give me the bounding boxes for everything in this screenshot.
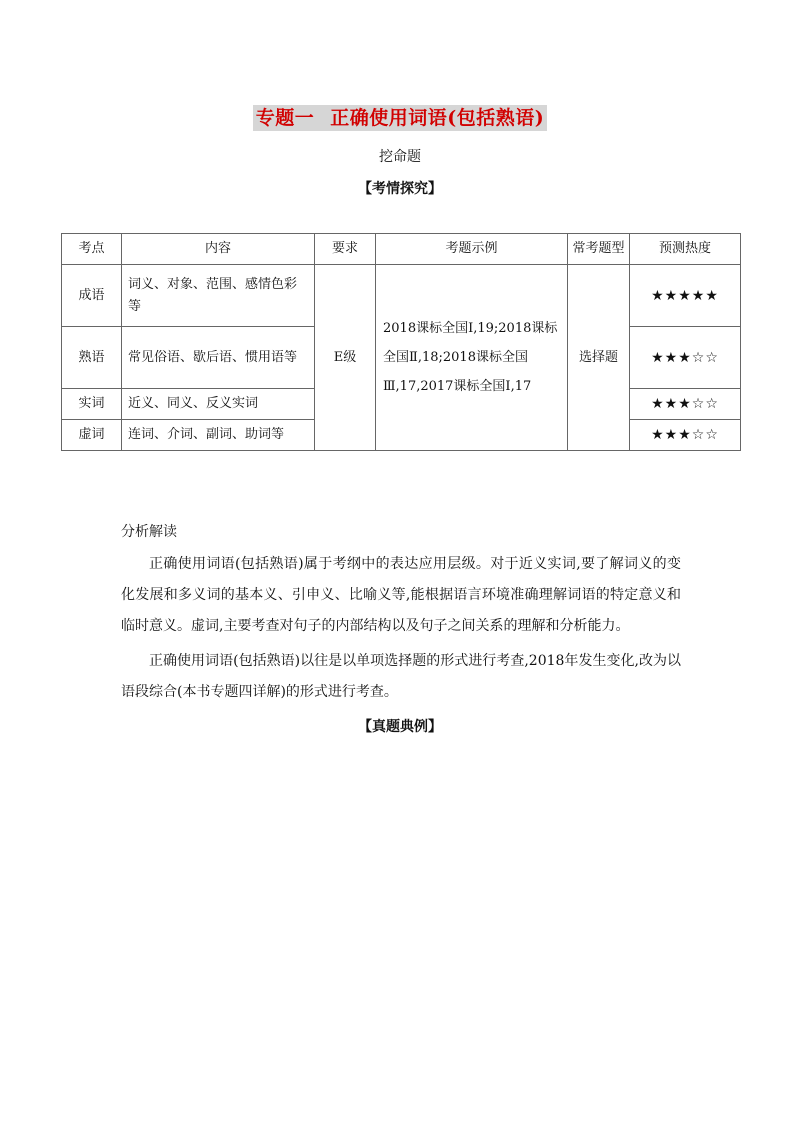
analysis-heading: 分析解读 — [121, 524, 177, 540]
heat-rating: ★★★☆☆ — [630, 420, 741, 451]
analysis-paragraph-2: 正确使用词语(包括熟语)以往是以单项选择题的形式进行考查,2018年发生变化,改为以语段综合(本书专题四详解)的形式进行考查。 — [121, 653, 681, 700]
heat-rating: ★★★★★ — [630, 265, 741, 327]
table-row — [62, 265, 741, 327]
section-heading-exam-analysis: 【考情探究】 — [358, 181, 442, 197]
exam-analysis-table — [61, 233, 741, 451]
point-cell: 熟语 — [62, 327, 122, 389]
header-cell: 要求 — [315, 234, 376, 265]
content-cell: 近义、同义、反义实词 — [122, 389, 315, 420]
header-cell: 预测热度 — [630, 234, 741, 265]
content-cell: 常见俗语、歇后语、惯用语等 — [122, 327, 315, 389]
header-cell: 内容 — [122, 234, 315, 265]
point-cell: 实词 — [62, 389, 122, 420]
document-title — [0, 105, 800, 131]
title-part1: 专题一 — [255, 107, 315, 129]
header-cell: 常考题型 — [568, 234, 630, 265]
content-cell: 连词、介词、副词、助词等 — [122, 420, 315, 451]
examples-cell: 2018课标全国Ⅰ,19;2018课标全国Ⅱ,18;2018课标全国Ⅲ,17,2017课标全国Ⅰ,17 — [376, 265, 568, 451]
question-type-cell: 选择题 — [568, 265, 630, 451]
analysis-paragraph-1: 正确使用词语(包括熟语)属于考纲中的表达应用层级。对于近义实词,要了解词义的变化发展和多义词的基本义、引申义、比喻义等,能根据语言环境准确理解词语的特定意义和临时意义。虚词,主要考查对句子的内部结构以及句子之间关系的理解和分析能力。 — [121, 556, 681, 634]
table-header-row — [62, 234, 741, 265]
heat-rating: ★★★☆☆ — [630, 327, 741, 389]
header-cell: 考点 — [62, 234, 122, 265]
point-cell: 虚词 — [62, 420, 122, 451]
subtitle: 挖命题 — [379, 149, 421, 165]
section-heading-real-examples: 【真题典例】 — [358, 719, 442, 735]
point-cell: 成语 — [62, 265, 122, 327]
header-cell: 考题示例 — [376, 234, 568, 265]
content-cell: 词义、对象、范围、感情色彩等 — [122, 265, 315, 327]
title-highlight — [253, 105, 548, 131]
requirement-cell: E级 — [315, 265, 376, 451]
heat-rating: ★★★☆☆ — [630, 389, 741, 420]
title-part2: 正确使用词语(包括熟语) — [330, 107, 545, 129]
